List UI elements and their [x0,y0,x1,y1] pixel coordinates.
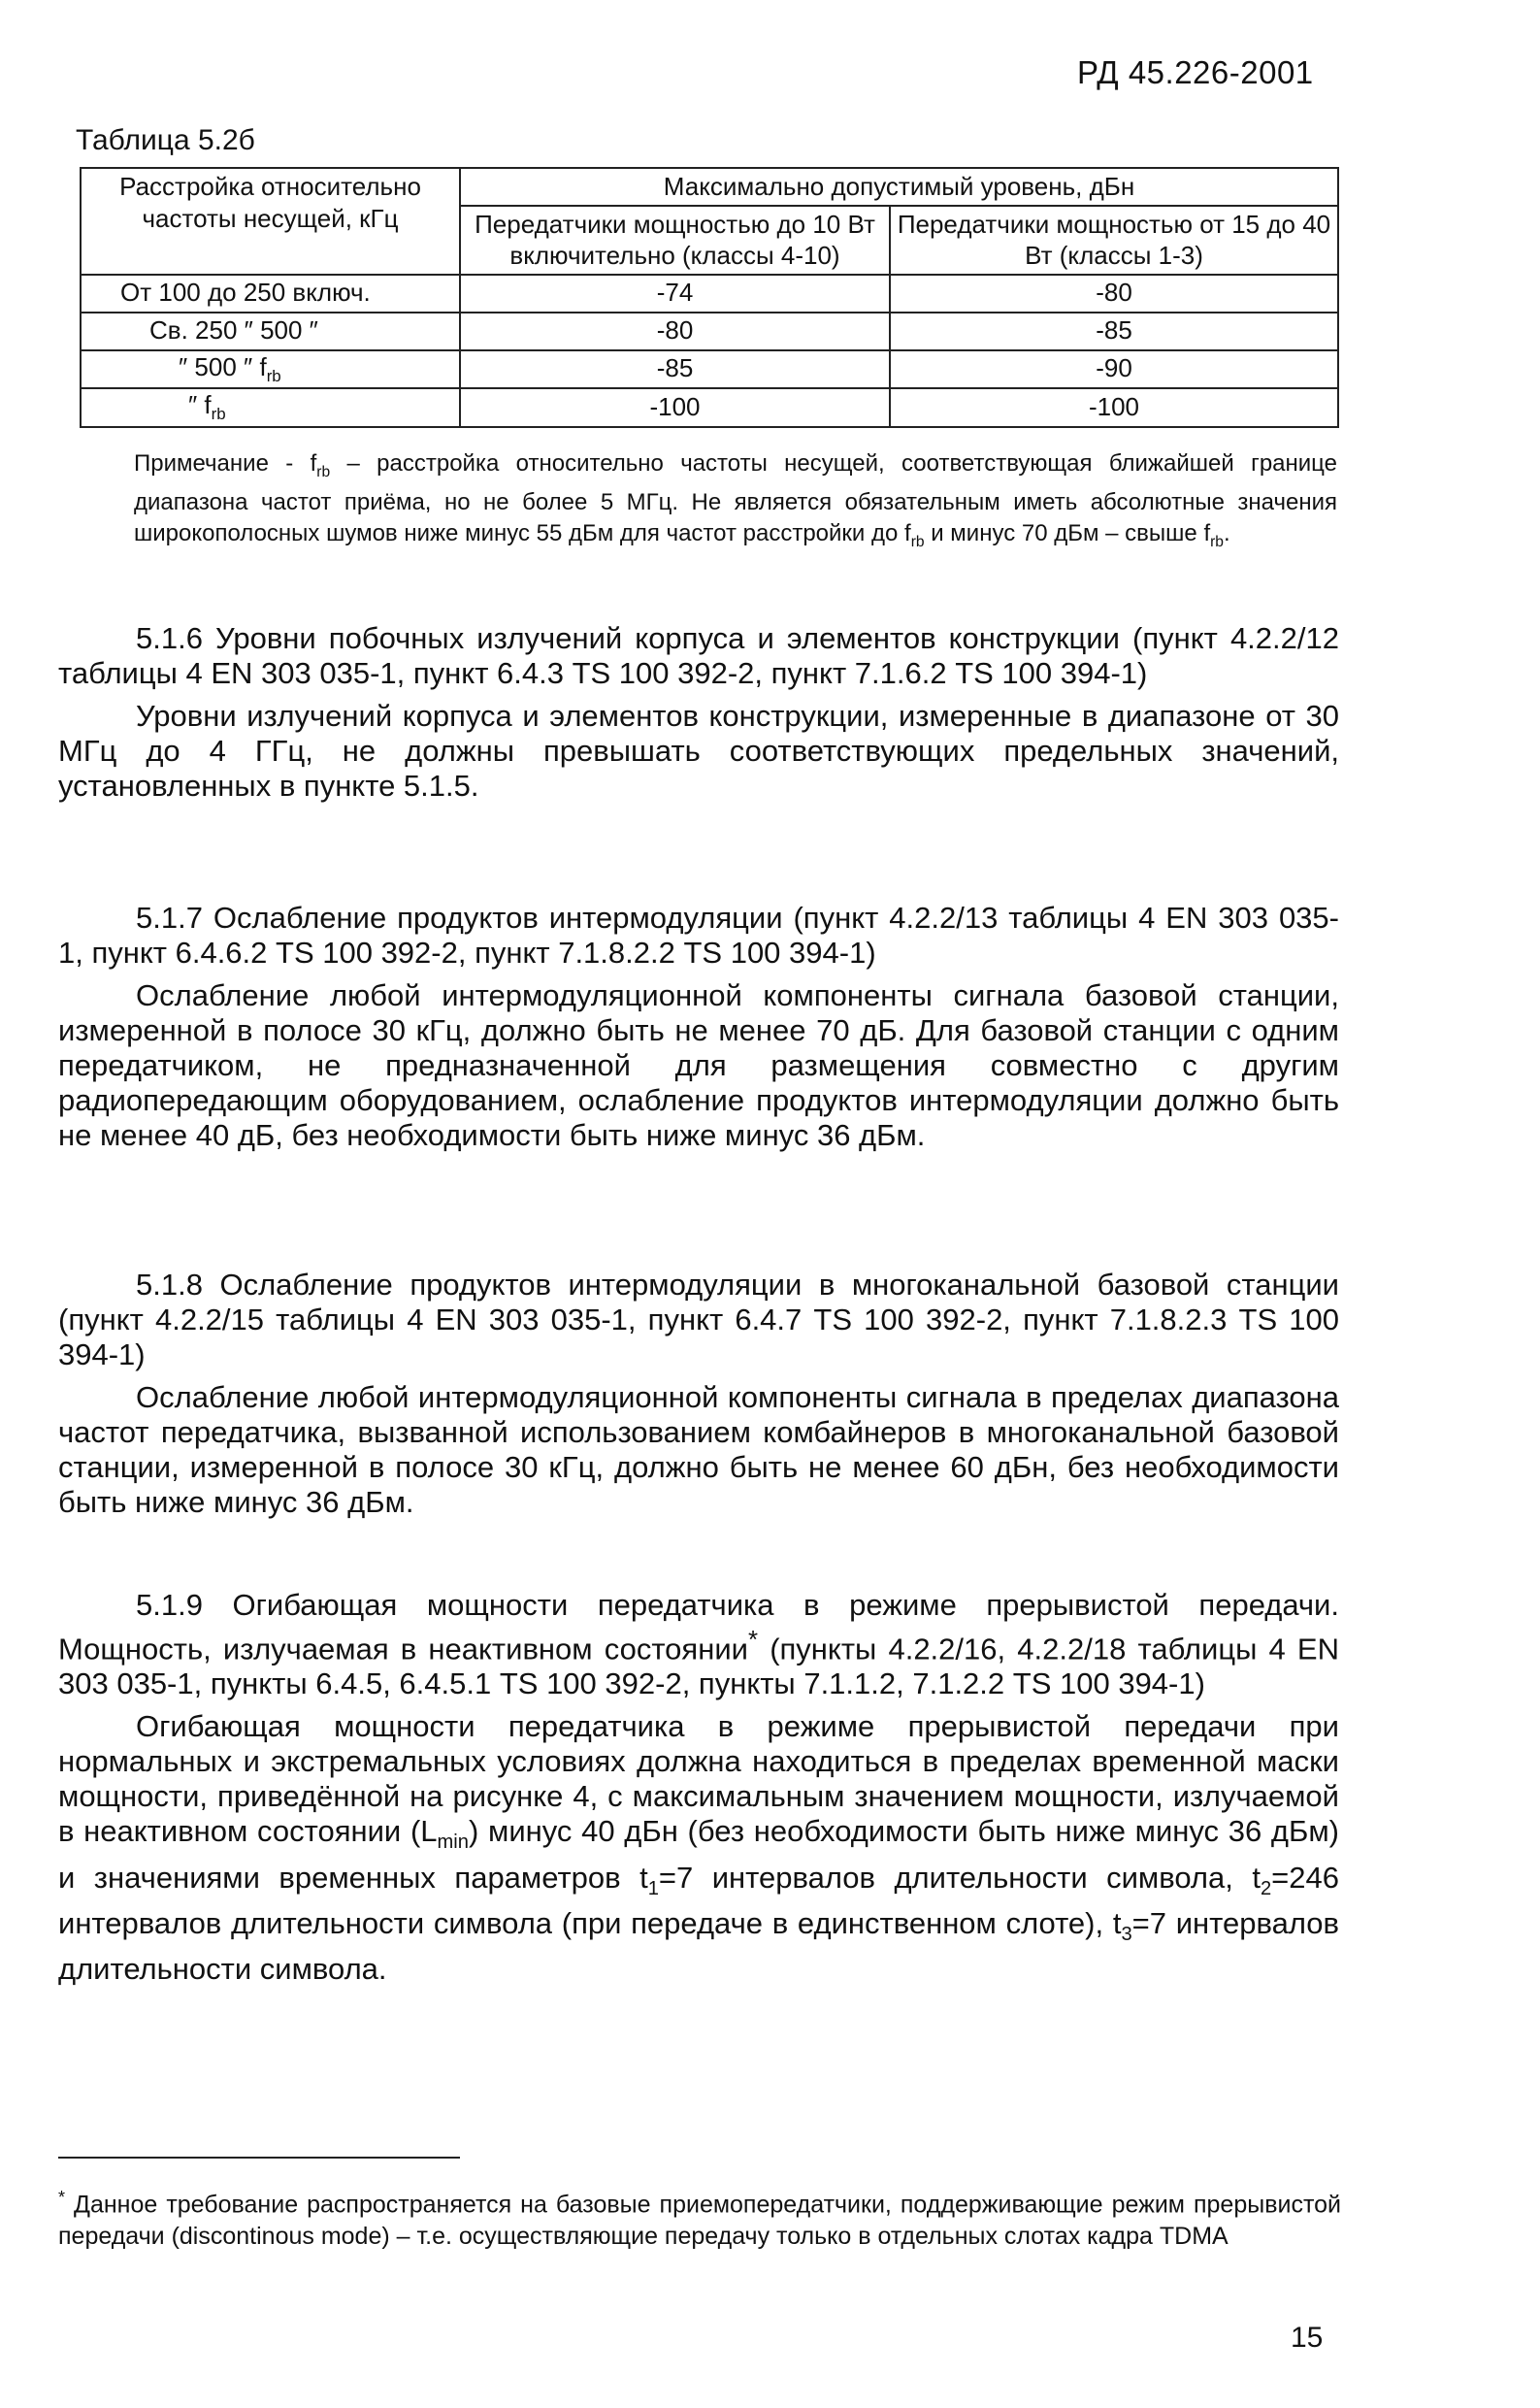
section-5-1-9 [58,1588,1339,1987]
t3-sub: 3 [1121,1923,1132,1945]
note-symbol: f [310,450,317,477]
section-heading: 5.1.8 Ослабление продуктов интермодуляции в многоканальной базовой станции (пункт 4.2.2/15 таблицы 4 EN 303 035-1, пункт 6.4.7 TS 100 392-2, пункт 7.1.8.2.3 TS 100 394-1) [58,1268,1339,1371]
footnote-divider [58,2157,460,2159]
body-part-3: =7 интервалов длительности символа, t [658,1860,1261,1895]
footnote-text: Данное требование распространяется на базовые приемопередатчики, поддерживающие режим прерывистой передачи (discontinous mode) – т.е. осуществляющие передачу только в отдельных слотах кадра TDMA [58,2191,1341,2251]
body-part-4: =246 интервалов длительности символа (при передаче в единственном слоте), t [58,1860,1339,1940]
note-symbol-sub: rb [1210,533,1224,550]
note-label: Примечание - [134,450,311,477]
table-note [134,448,1337,557]
cell-range-text: ″ f [188,390,212,420]
note-symbol: f [1203,519,1211,546]
cell-range-sub: rb [266,366,281,385]
cell-range: От 100 до 250 включ. [81,275,460,313]
heading-part-1: 5.1.9 Огибающая мощности передатчика в режиме прерывистой передачи. Мощность, излучаемая в неактивном состоянии [58,1588,1339,1666]
header-detuning: Расстройка относительно частоты несущей, кГц [81,168,460,275]
table-row [81,388,1338,427]
cell-high: -80 [890,275,1338,313]
section-body: Ослабление любой интермодуляционной компоненты сигнала в пределах диапазона частот передатчика, вызванной использованием комбайнеров в многоканальной базовой станции, измеренной в полосе 30 кГц, должно быть не менее 60 дБн, без необходимости быть ниже минус 36 дБм. [58,1380,1339,1519]
body-part-1: Огибающая мощности передатчика в режиме прерывистой передачи при нормальных и экстремальных условиях должна находиться в пределах временной маски мощности, приведённой на рисунке 4, с максимальным значением мощности, излучаемой в неактивном состоянии (L [58,1709,1339,1849]
header-max-level: Максимально допустимый уровень, дБн [460,168,1338,206]
cell-range [81,388,460,427]
page-number: 15 [1291,2322,1324,2354]
section-heading: 5.1.7 Ослабление продуктов интермодуляции (пункт 4.2.2/13 таблицы 4 EN 303 035-1, пункт 6.4.6.2 TS 100 392-2, пункт 7.1.8.2.2 TS 100 394-1) [58,901,1339,970]
cell-low: -80 [460,313,890,350]
header-low-power: Передатчики мощностью до 10 Вт включительно (классы 4-10) [460,206,890,275]
footnote-mark: * [58,2188,66,2207]
section-body: Уровни излучений корпуса и элементов конструкции, измеренные в диапазоне от 30 МГц до 4 ГГц, не должны превышать соответствующих предельных значений, установленных в пункте 5.1.5. [58,699,1339,803]
cell-range-sub: rb [211,405,226,424]
table-row [81,350,1338,389]
footnote-ref: * [747,1627,759,1654]
body-part-2: ) минус 40 дБн (без необходимости быть ниже минус 36 дБм) и значениями временных параметров t [58,1814,1339,1895]
section-5-1-7 [58,901,1339,1153]
t1-sub: 1 [647,1877,659,1899]
table-caption: Таблица 5.2б [76,124,255,156]
section-body [58,1709,1339,1987]
heading-part-2: (пункты 4.2.2/16, 4.2.2/18 таблицы 4 EN 303 035-1, пункты 6.4.5, 6.4.5.1 TS 100 392-2, пункты 7.1.1.2, 7.1.2.2 TS 100 394-1) [58,1632,1339,1701]
cell-high: -100 [890,388,1338,427]
table-header-row [81,168,1338,206]
cell-range [81,350,460,389]
section-heading [58,1588,1339,1701]
spec-table [80,167,1339,428]
note-symbol-sub: rb [910,533,925,550]
section-heading: 5.1.6 Уровни побочных излучений корпуса и элементов конструкции (пункт 4.2.2/12 таблицы 4 EN 303 035-1, пункт 6.4.3 TS 100 392-2, пункт 7.1.6.2 TS 100 394-1) [58,621,1339,690]
cell-low: -85 [460,350,890,389]
note-symbol-sub: rb [316,463,331,480]
document-code: РД 45.226-2001 [1077,54,1314,90]
table-row [81,313,1338,350]
note-text-3: . [1223,519,1230,546]
cell-low: -100 [460,388,890,427]
cell-high: -90 [890,350,1338,389]
body-part-5: =7 интервалов длительности символа. [58,1905,1339,1986]
cell-low: -74 [460,275,890,313]
t2-sub: 2 [1260,1877,1272,1899]
footnote [58,2182,1341,2253]
section-5-1-8 [58,1268,1339,1520]
lmin-sub: min [437,1831,469,1854]
cell-high: -85 [890,313,1338,350]
cell-range: Св. 250 ″ 500 ″ [81,313,460,350]
note-text-1: – расстройка относительно частоты несущей, соответствующая ближайшей границе диапазона частот приёма, но не более 5 МГц. Не является обязательным иметь абсолютные значения широкополосных шумов ниже минус 55 дБм для частот расстройки до [134,450,1338,546]
note-symbol: f [904,519,911,546]
header-high-power: Передатчики мощностью от 15 до 40 Вт (классы 1-3) [890,206,1338,275]
section-5-1-6 [58,621,1339,804]
table-row [81,275,1338,313]
note-text-2: и минус 70 дБм – свыше [924,519,1204,546]
section-body: Ослабление любой интермодуляционной компоненты сигнала базовой станции, измеренной в полосе 30 кГц, должно быть не менее 70 дБ. Для базовой станции с одним передатчиком, не предназначенной для размещения совместно с другим радиопередающим оборудованием, ослабление продуктов интермодуляции должно быть не менее 40 дБ, без необходимости быть ниже минус 36 дБм. [58,978,1339,1152]
cell-range-text: ″ 500 ″ f [179,351,267,381]
